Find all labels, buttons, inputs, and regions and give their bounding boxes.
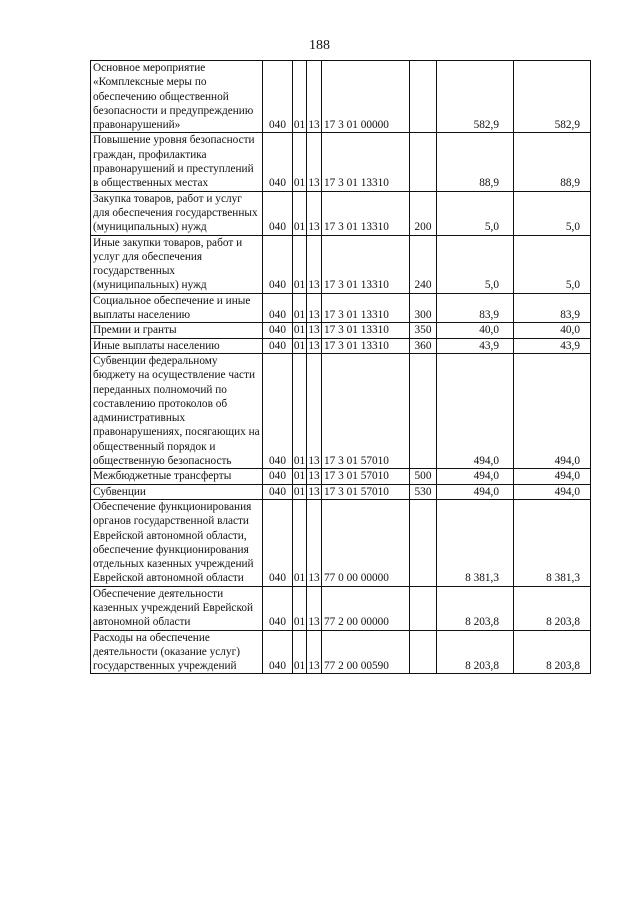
row-amount-1: 40,0 xyxy=(437,323,514,338)
table-row xyxy=(91,630,591,674)
row-section-code: 01 xyxy=(293,470,306,483)
row-name: Социальное обеспечение и иные выплаты населению xyxy=(91,293,263,323)
row-ministry-code: 040 xyxy=(263,61,293,133)
row-subsection-code: 13 xyxy=(308,339,320,352)
row-section-code: 01 xyxy=(293,235,307,293)
row-subsection-code: 13 xyxy=(308,470,320,483)
row-expense-type-code xyxy=(410,586,437,630)
row-section-code: 01 xyxy=(293,630,307,674)
row-name: Основное мероприятие «Комплексные меры по обеспечению общественной безопасности и предупреждению правонарушений» xyxy=(91,61,263,133)
row-amount-2: 43,9 xyxy=(514,338,591,353)
row-ministry-code: 040 xyxy=(263,586,293,630)
row-expense-type-code: 240 xyxy=(410,235,437,293)
row-subsection-code: 13 xyxy=(307,133,322,191)
row-subsection-code: 13 xyxy=(307,61,322,133)
row-amount-2: 5,0 xyxy=(514,235,591,293)
row-ministry-code: 040 xyxy=(263,235,293,293)
row-amount-2: 494,0 xyxy=(514,469,591,484)
table-row xyxy=(91,235,591,293)
row-target-article-code: 77 2 00 00000 xyxy=(322,586,410,630)
row-amount-1: 88,9 xyxy=(437,133,514,191)
row-target-article-code: 17 3 01 13310 xyxy=(322,293,410,323)
row-subsection-code: 13 xyxy=(308,485,320,498)
row-section-code: 01 xyxy=(293,293,307,323)
table-row xyxy=(91,191,591,235)
row-expense-type-code xyxy=(410,499,437,586)
row-ministry-code: 040 xyxy=(263,191,293,235)
row-target-article-code: 17 3 01 13310 xyxy=(322,235,410,293)
table-row xyxy=(91,586,591,630)
row-amount-1: 5,0 xyxy=(437,235,514,293)
row-section-code: 01 xyxy=(293,586,307,630)
row-target-article-code: 17 3 01 13310 xyxy=(322,133,410,191)
row-name: Повышение уровня безопасности граждан, профилактика правонарушений и преступлений в общественных местах xyxy=(91,133,263,191)
row-section-code: 01 xyxy=(293,353,307,468)
row-expense-type-code xyxy=(410,353,437,468)
row-name: Премии и гранты xyxy=(91,323,263,338)
row-target-article-code: 17 3 01 13310 xyxy=(322,338,410,353)
row-amount-2: 8 381,3 xyxy=(514,499,591,586)
row-amount-2: 8 203,8 xyxy=(514,586,591,630)
table-row xyxy=(91,338,591,353)
row-amount-1: 8 381,3 xyxy=(437,499,514,586)
row-expense-type-code xyxy=(410,630,437,674)
row-amount-2: 83,9 xyxy=(514,293,591,323)
table-row xyxy=(91,469,591,484)
row-expense-type-code: 360 xyxy=(410,338,437,353)
row-amount-2: 494,0 xyxy=(514,353,591,468)
row-section-code: 01 xyxy=(293,133,307,191)
row-expense-type-code: 300 xyxy=(410,293,437,323)
row-amount-2: 8 203,8 xyxy=(514,630,591,674)
row-subsection-code: 13 xyxy=(307,191,322,235)
row-expense-type-code: 350 xyxy=(410,323,437,338)
row-amount-1: 494,0 xyxy=(437,469,514,484)
table-row xyxy=(91,61,591,133)
row-subsection-code: 13 xyxy=(307,293,322,323)
row-target-article-code: 17 3 01 13310 xyxy=(322,191,410,235)
row-expense-type-code: 500 xyxy=(410,469,437,484)
row-amount-2: 582,9 xyxy=(514,61,591,133)
row-subsection-code: 13 xyxy=(308,324,320,337)
row-amount-2: 40,0 xyxy=(514,323,591,338)
row-ministry-code: 040 xyxy=(263,293,293,323)
row-section-code: 01 xyxy=(293,191,307,235)
row-amount-1: 494,0 xyxy=(437,484,514,499)
row-ministry-code: 040 xyxy=(263,499,293,586)
row-amount-1: 43,9 xyxy=(437,338,514,353)
table-row xyxy=(91,499,591,586)
row-target-article-code: 77 2 00 00590 xyxy=(322,630,410,674)
row-ministry-code: 040 xyxy=(263,353,293,468)
row-section-code: 01 xyxy=(293,61,307,133)
row-name: Иные закупки товаров, работ и услуг для обеспечения государственных (муниципальных) нужд xyxy=(91,235,263,293)
row-amount-1: 83,9 xyxy=(437,293,514,323)
row-target-article-code: 17 3 01 57010 xyxy=(322,469,410,484)
row-amount-1: 8 203,8 xyxy=(437,586,514,630)
row-name: Межбюджетные трансферты xyxy=(91,469,263,484)
row-subsection-code: 13 xyxy=(307,353,322,468)
row-subsection-code: 13 xyxy=(307,499,322,586)
row-subsection-code: 13 xyxy=(307,630,322,674)
row-amount-1: 5,0 xyxy=(437,191,514,235)
row-target-article-code: 77 0 00 00000 xyxy=(322,499,410,586)
table-body xyxy=(91,61,591,674)
row-name: Субвенции xyxy=(91,484,263,499)
row-target-article-code: 17 3 01 57010 xyxy=(322,353,410,468)
row-ministry-code: 040 xyxy=(263,469,293,484)
row-ministry-code: 040 xyxy=(263,630,293,674)
row-name: Обеспечение деятельности казенных учреждений Еврейской автономной области xyxy=(91,586,263,630)
row-amount-1: 8 203,8 xyxy=(437,630,514,674)
table-row xyxy=(91,323,591,338)
row-target-article-code: 17 3 01 00000 xyxy=(322,61,410,133)
row-section-code: 01 xyxy=(293,324,306,337)
row-ministry-code: 040 xyxy=(263,338,293,353)
row-subsection-code: 13 xyxy=(307,235,322,293)
page-number: 188 xyxy=(309,38,330,53)
row-subsection-code: 13 xyxy=(307,586,322,630)
table-row xyxy=(91,353,591,468)
row-name: Иные выплаты населению xyxy=(91,338,263,353)
row-amount-1: 494,0 xyxy=(437,353,514,468)
table-row xyxy=(91,133,591,191)
row-target-article-code: 17 3 01 13310 xyxy=(322,323,410,338)
row-expense-type-code: 200 xyxy=(410,191,437,235)
row-expense-type-code: 530 xyxy=(410,484,437,499)
row-section-code: 01 xyxy=(293,339,306,352)
row-name: Субвенции федеральному бюджету на осуществление части переданных полномочий по составлению протоколов об административных правонарушениях, посягающих на общественный порядок и общественную безопасность xyxy=(91,353,263,468)
row-amount-1: 582,9 xyxy=(437,61,514,133)
row-amount-2: 5,0 xyxy=(514,191,591,235)
table-row xyxy=(91,484,591,499)
row-name: Обеспечение функционирования органов государственной власти Еврейской автономной области, обеспечение функционирования отдельных казенных учреждений Еврейской автономной области xyxy=(91,499,263,586)
row-name: Закупка товаров, работ и услуг для обеспечения государственных (муниципальных) нужд xyxy=(91,191,263,235)
row-amount-2: 88,9 xyxy=(514,133,591,191)
table-row xyxy=(91,293,591,323)
row-section-code: 01 xyxy=(293,499,307,586)
row-ministry-code: 040 xyxy=(263,484,293,499)
budget-table xyxy=(90,60,591,674)
row-expense-type-code xyxy=(410,61,437,133)
row-amount-2: 494,0 xyxy=(514,484,591,499)
row-name: Расходы на обеспечение деятельности (оказание услуг) государственных учреждений xyxy=(91,630,263,674)
row-expense-type-code xyxy=(410,133,437,191)
row-target-article-code: 17 3 01 57010 xyxy=(322,484,410,499)
row-section-code: 01 xyxy=(293,485,306,498)
row-ministry-code: 040 xyxy=(263,323,293,338)
row-ministry-code: 040 xyxy=(263,133,293,191)
